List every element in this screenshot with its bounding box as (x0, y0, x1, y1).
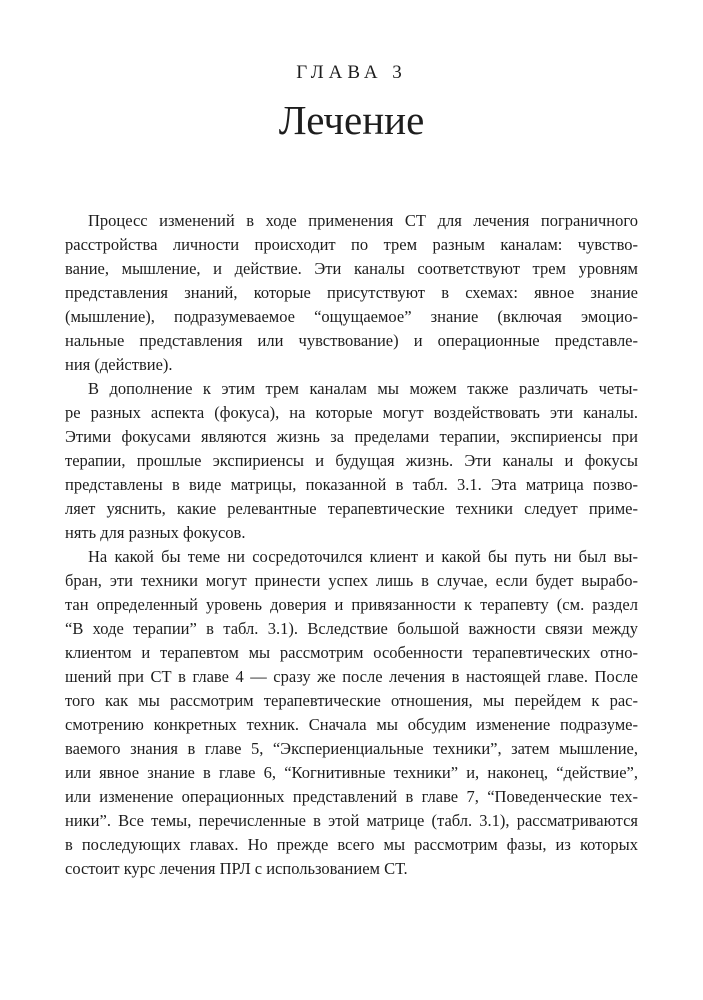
text-line: ники”. Все темы, перечисленные в этой матрице (табл. 3.1), рассматриваются (65, 811, 638, 830)
text-line: “В ходе терапии” в табл. 3.1). Вследствие большой важности связи между (65, 619, 638, 638)
paragraph-3 (65, 545, 638, 881)
text-line: ния (действие). (65, 355, 173, 374)
text-line: терапии, прошлые экспириенсы и будущая жизнь. Эти каналы и фокусы (65, 451, 638, 470)
text-line: Этими фокусами являются жизнь за пределами терапии, экспириенсы при (65, 427, 638, 446)
text-line: ваемого знания в главе 5, “Экспериенциальные техники”, затем мышление, (65, 739, 638, 758)
chapter-title: Лечение (278, 97, 425, 143)
text-line: смотрению конкретных техник. Сначала мы обсудим изменение подразуме- (65, 715, 638, 734)
body-text (65, 209, 638, 881)
text-line: клиентом и терапевтом мы рассмотрим особенности терапевтических отно- (65, 643, 638, 662)
text-line: ляет уяснить, какие релевантные терапевтические техники следует приме- (65, 499, 638, 518)
text-line: нальные представления или чувствование) и операционные представле- (65, 331, 638, 350)
text-line: нять для разных фокусов. (65, 523, 246, 542)
text-line: вание, мышление, и действие. Эти каналы соответствуют трем уровням (65, 259, 638, 278)
text-line: или явное знание в главе 6, “Когнитивные техники” и, наконец, “действие”, (65, 763, 638, 782)
text-line: представления знаний, которые присутствуют в схемах: явное знание (65, 283, 638, 302)
chapter-label: ГЛАВА 3 (296, 62, 407, 83)
text-line: или изменение операционных представлений в главе 7, “Поведенческие тех- (65, 787, 638, 806)
text-line: тан определенный уровень доверия и привязанности к терапевту (см. раздел (65, 595, 638, 614)
text-line: того как мы рассмотрим терапевтические отношения, мы перейдем к рас- (65, 691, 638, 710)
text-line: В дополнение к этим трем каналам мы можем также различать четы- (88, 379, 638, 398)
text-line: ре разных аспекта (фокуса), на которые могут воздействовать эти каналы. (65, 403, 638, 422)
text-line: бран, эти техники могут принести успех лишь в случае, если будет вырабо- (65, 571, 638, 590)
text-line: в последующих главах. Но прежде всего мы рассмотрим фазы, из которых (65, 835, 638, 854)
paragraph-2 (65, 377, 638, 545)
text-line: Процесс изменений в ходе применения СТ для лечения пограничного (88, 211, 638, 230)
text-line: шений при СТ в главе 4 — сразу же после лечения в настоящей главе. После (65, 667, 638, 686)
text-line: На какой бы теме ни сосредоточился клиент и какой бы путь ни был вы- (88, 547, 638, 566)
text-line: (мышление), подразумеваемое “ощущаемое” знание (включая эмоцио- (65, 307, 638, 326)
text-line: расстройства личности происходит по трем разным каналам: чувство- (65, 235, 638, 254)
text-line: представлены в виде матрицы, показанной в табл. 3.1. Эта матрица позво- (65, 475, 638, 494)
paragraph-1 (65, 209, 638, 377)
text-line: состоит курс лечения ПРЛ с использованием СТ. (65, 859, 408, 878)
